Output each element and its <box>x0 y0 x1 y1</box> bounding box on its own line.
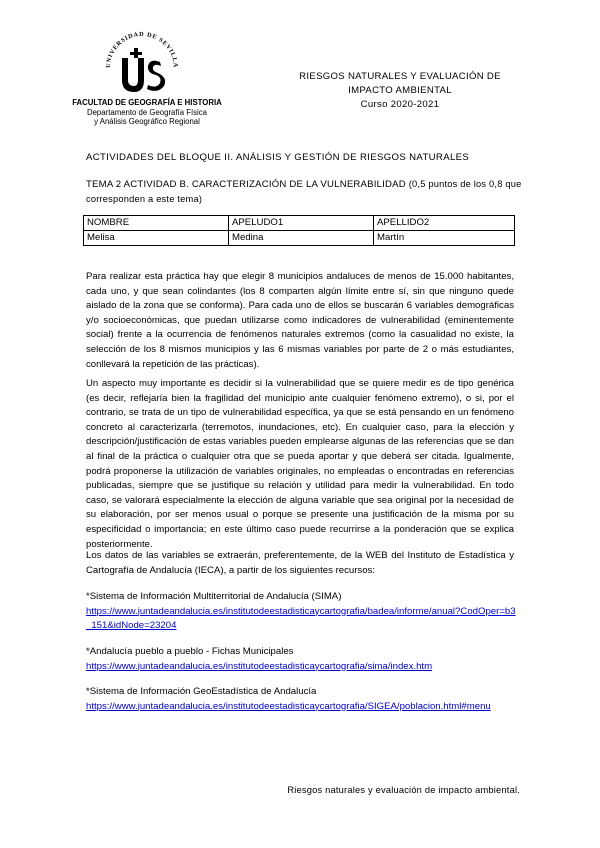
resource-name: *Andalucía pueblo a pueblo - Fichas Municipales <box>86 646 294 657</box>
faculty-name: FACULTAD DE GEOGRAFÍA E HISTORIA <box>72 98 222 107</box>
header-cell-nombre: NOMBRE <box>84 216 229 231</box>
header-cell-apellido2: APELLIDO2 <box>374 216 515 231</box>
table-value-row <box>84 231 515 246</box>
task-heading <box>86 177 526 207</box>
page-footer: Riesgos naturales y evaluación de impacto ambiental. <box>287 785 520 795</box>
svg-text:UNIVERSIDAD DE SEVILLA: UNIVERSIDAD DE SEVILLA <box>104 30 180 69</box>
resource-name: *Sistema de Información GeoEstadística de Andalucía <box>86 686 317 697</box>
resource-link[interactable]: https://www.juntadeandalucia.es/institutodeestadisticaycartografia/SIGEA/poblacion.html#menu <box>86 700 491 712</box>
paragraph-instructions: Para realizar esta práctica hay que elegir 8 municipios andaluces de menos de 15.000 habitantes, cada uno, y que sean colindantes (los 8 comparten algún límite entre sí, sin que ninguno quede aislado de la zona que se conforma). Para cada uno de ellos se buscarán 6 variables demográficas y/o socioeconómicas, que puedan utilizarse como indicadores de vulnerabilidad (eminentemente social) frente a la ocurrencia de fenómenos naturales extremos (como la casualidad no existe, la selección de los 8 mismos municipios y las 6 mismas variables por parte de 2 o más estudiantes, conllevará la repetición de las prácticas). <box>86 271 514 370</box>
paragraph-data-sources: Los datos de las variables se extraerán, preferentemente, de la WEB del Instituto de Estadística y Cartografía de Andalucía (IECA), a partir de los siguientes recursos: <box>86 550 514 576</box>
resource-name: *Sistema de Información Multiterritorial de Andalucía (SIMA) <box>86 591 342 602</box>
resource-link[interactable]: https://www.juntadeandalucia.es/institutodeestadisticaycartografia/badea/informe/anual?CodOper=b3_151&idNode=23204 <box>86 605 516 631</box>
value-cell-nombre[interactable]: Melisa <box>84 231 229 246</box>
department-line2: y Análisis Geográfico Regional <box>94 117 200 126</box>
task-title: TEMA 2 ACTIVIDAD B. CARACTERIZACIÓN DE LA VULNERABILIDAD <box>86 179 406 190</box>
course-year: Curso 2020-2021 <box>360 99 440 110</box>
faculty-block <box>62 98 232 127</box>
table-header-row <box>84 216 515 231</box>
course-heading <box>280 70 520 112</box>
value-cell-apellido2[interactable]: Martín <box>374 231 515 246</box>
course-line2: IMPACTO AMBIENTAL <box>348 85 452 96</box>
resource-pueblo-a-pueblo <box>86 645 516 674</box>
paragraph-vulnerability: Un aspecto muy importante es decidir si la vulnerabilidad que se quiere medir es de tipo genérica (es decir, reflejaría bien la fragilidad del municipio ante cualquier fenómeno extremo), o si, por el contrario, se trata de un tipo de vulnerabilidad específica, ya que se está pensando en un fenómeno concreto al caracterizarla (terremotos, inundaciones, etc). En cualquier caso, para la elección y descripción/justificación de estas variables pueden emplearse algunas de las referencias que se dan al final de la práctica o cualquier otra que se pueda aportar y que deberá ser citada. Igualmente, podrá proponerse la utilización de variables originales, no empleadas o encontradas en referencias publicadas, siempre que se justifique su relación y utilidad para medir la vulnerabilidad. En todo caso, se valorará especialmente la elección de alguna variable que sea original por la necesidad de su elaboración, por ser menos usual o porque se presente una justificación de la misma por su especificidad o importancia; en este último caso puede recurrirse a la ponderación que se explica posteriormente. <box>86 378 514 550</box>
course-line1: RIESGOS NATURALES Y EVALUACIÓN DE <box>299 71 501 82</box>
task-points: (0,5 puntos de los 0,8 que corresponden a este tema) <box>86 179 522 204</box>
university-logo <box>98 28 186 98</box>
student-name-table <box>83 215 515 246</box>
resource-link[interactable]: https://www.juntadeandalucia.es/institutodeestadisticaycartografia/sima/index.htm <box>86 660 433 672</box>
section-title: ACTIVIDADES DEL BLOQUE II. ANÁLISIS Y GESTIÓN DE RIESGOS NATURALES <box>86 152 470 163</box>
resource-sima <box>86 590 516 634</box>
department-line1: Departamento de Geografía Física <box>86 107 208 117</box>
header-cell-apellido1: APELUDO1 <box>229 216 374 231</box>
value-cell-apellido1[interactable]: Medina <box>229 231 374 246</box>
resource-sigea <box>86 685 516 714</box>
